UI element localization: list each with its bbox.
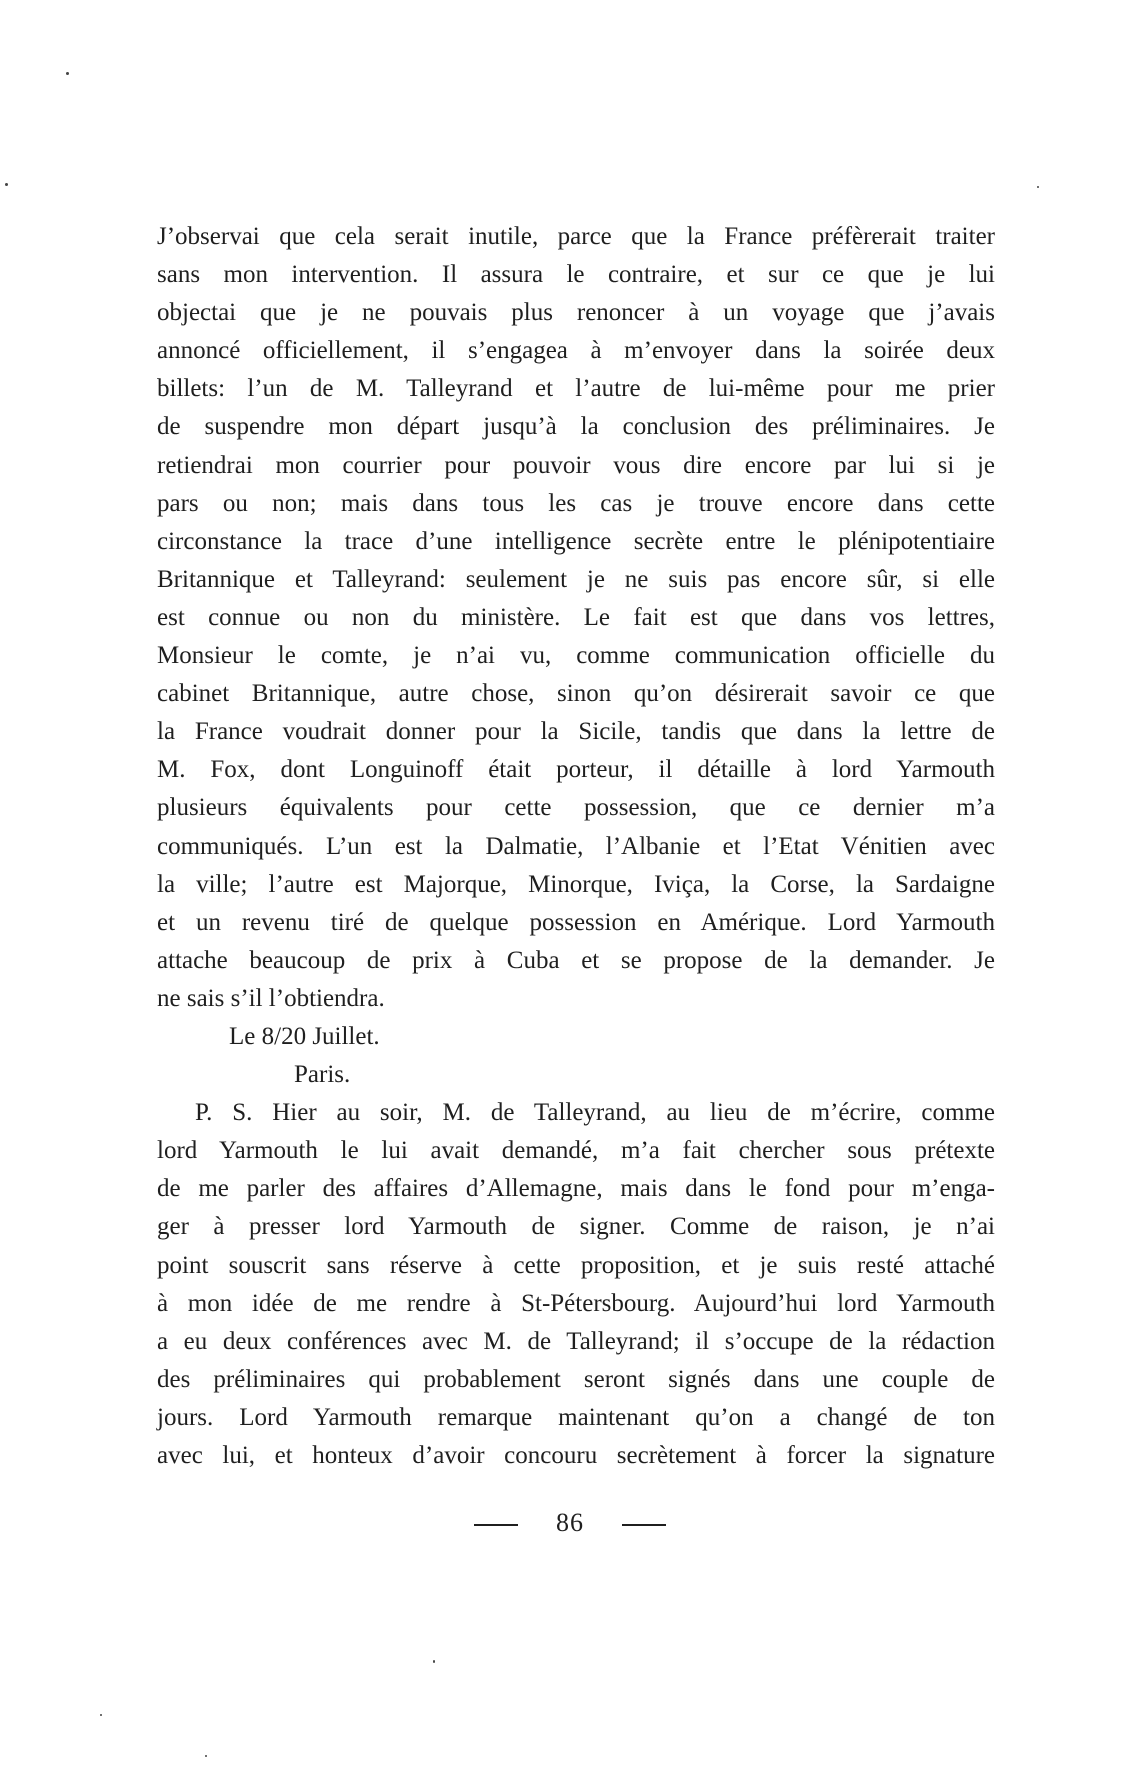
text-line: plusieurs équivalents pour cette possession, que ce dernier m’a (157, 794, 995, 822)
text-line: et un revenu tiré de quelque possession en Amérique. Lord Yarmouth (157, 908, 995, 936)
page-number (0, 1508, 1140, 1538)
text-line: communiqués. L’un est la Dalmatie, l’Albanie et l’Etat Vénitien avec (157, 832, 995, 860)
text-line: circonstance la trace d’une intelligence secrète entre le plénipotentiaire (157, 527, 995, 555)
scan-speck (205, 1755, 207, 1757)
right-dash (622, 1524, 666, 1526)
postscript-line: a eu deux conférences avec M. de Talleyrand; il s’occupe de la rédaction (157, 1327, 995, 1355)
scan-speck (100, 1714, 102, 1716)
text-line: ne sais s’il l’obtiendra. (157, 984, 385, 1012)
scan-speck (5, 183, 8, 186)
postscript-line: des préliminaires qui probablement seront signés dans une couple de (157, 1365, 995, 1393)
postscript-line: P. S. Hier au soir, M. de Talleyrand, au lieu de m’écrire, comme (195, 1099, 995, 1127)
date-line: Le 8/20 Juillet. (229, 1022, 380, 1050)
place-line: Paris. (294, 1061, 351, 1089)
text-line: attache beaucoup de prix à Cuba et se propose de la demander. Je (157, 946, 995, 974)
postscript-line: lord Yarmouth le lui avait demandé, m’a fait chercher sous prétexte (157, 1137, 995, 1165)
scan-speck (66, 72, 69, 75)
postscript-line: ger à presser lord Yarmouth de signer. Comme de raison, je n’ai (157, 1213, 995, 1241)
text-line: Monsieur le comte, je n’ai vu, comme communication officielle du (157, 642, 995, 670)
text-line: objectai que je ne pouvais plus renoncer à un voyage que j’avais (157, 299, 995, 327)
text-line: Britannique et Talleyrand: seulement je ne suis pas encore sûr, si elle (157, 565, 995, 593)
postscript-line: point souscrit sans réserve à cette proposition, et je suis resté attaché (157, 1251, 995, 1279)
text-line: sans mon intervention. Il assura le contraire, et sur ce que je lui (157, 261, 995, 289)
text-line: annoncé officiellement, il s’engagea à m’envoyer dans la soirée deux (157, 337, 995, 365)
text-line: retiendrai mon courrier pour pouvoir vous dire encore par lui si je (157, 451, 995, 479)
text-line: est connue ou non du ministère. Le fait est que dans vos lettres, (157, 603, 995, 631)
text-line: la ville; l’autre est Majorque, Minorque, Iviça, la Corse, la Sardaigne (157, 870, 995, 898)
postscript-line: jours. Lord Yarmouth remarque maintenant qu’on a changé de ton (157, 1403, 995, 1431)
postscript-line: avec lui, et honteux d’avoir concouru secrètement à forcer la signature (157, 1442, 995, 1469)
text-line: cabinet Britannique, autre chose, sinon qu’on désirerait savoir ce que (157, 680, 995, 708)
scan-speck (433, 1660, 435, 1663)
postscript-line: de me parler des affaires d’Allemagne, mais dans le fond pour m’enga- (157, 1175, 995, 1203)
scan-speck (1037, 186, 1039, 188)
left-dash (474, 1524, 518, 1526)
text-line: pars ou non; mais dans tous les cas je trouve encore dans cette (157, 489, 995, 517)
page-number-value: 86 (556, 1508, 584, 1537)
text-line: M. Fox, dont Longuinoff était porteur, il détaille à lord Yarmouth (157, 756, 995, 784)
postscript-line: à mon idée de me rendre à St-Pétersbourg. Aujourd’hui lord Yarmouth (157, 1289, 995, 1317)
text-line: billets: l’un de M. Talleyrand et l’autre de lui-même pour me prier (157, 375, 995, 403)
text-line: J’observai que cela serait inutile, parce que la France préfèrerait traiter (157, 223, 995, 250)
body-text (157, 218, 995, 1475)
text-line: la France voudrait donner pour la Sicile, tandis que dans la lettre de (157, 718, 995, 746)
text-line: de suspendre mon départ jusqu’à la conclusion des préliminaires. Je (157, 413, 995, 441)
